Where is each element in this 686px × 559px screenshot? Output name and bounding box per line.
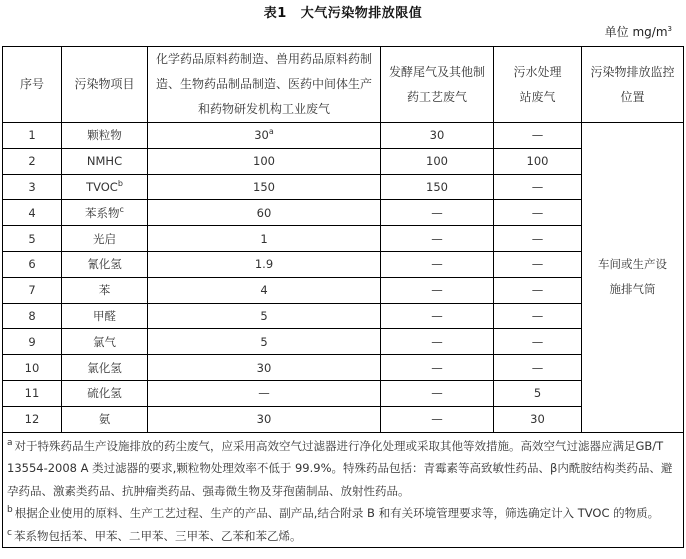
cell-fermentation: 100 xyxy=(381,148,494,174)
cell-no: 8 xyxy=(3,303,62,329)
table-title xyxy=(0,2,686,21)
cell-no: 7 xyxy=(3,277,62,303)
cell-chem-pharma: 1.9 xyxy=(148,251,381,277)
cell-sewage: 30 xyxy=(494,406,582,432)
cell-chem-pharma: 30$^a$ xyxy=(148,123,381,149)
cell-no: 4 xyxy=(3,200,62,226)
cell-monitor-location: 车间或生产设施排气筒 xyxy=(582,123,684,433)
note-a: $^a$ 对于特殊药品生产设施排放的药尘废气，应采用高效空气过滤器进行净化处理或采取其他等效措施。高效空气过滤器应满足GB/T 13554-2008 A 类过滤器的要求,颗粒物处理效率不低于 99.9%。特殊药品包括：青霉素等高致敏性药品、β内酰胺结构类药品、避孕药品、激素类药品、抗肿瘤类药品、强毒微生物及芽孢菌制品、放射性药品。 xyxy=(7,437,673,498)
cell-pollutant: 氯气 xyxy=(62,329,148,355)
table-number: 表1 xyxy=(263,6,287,21)
table-row xyxy=(3,226,684,252)
cell-chem-pharma: 30 xyxy=(148,406,381,432)
header-monitor-location: 污染物排放监控位置 xyxy=(582,47,684,123)
cell-no: 2 xyxy=(3,148,62,174)
header-fermentation: 发酵尾气及其他制药工艺废气 xyxy=(381,47,494,123)
cell-fermentation: — xyxy=(381,355,494,381)
table-row xyxy=(3,277,684,303)
cell-fermentation: — xyxy=(381,277,494,303)
cell-fermentation: — xyxy=(381,380,494,406)
cell-sewage: — xyxy=(494,200,582,226)
cell-sewage: 5 xyxy=(494,380,582,406)
cell-pollutant: 光启 xyxy=(62,226,148,252)
header-pollutant: 污染物项目 xyxy=(62,47,148,123)
cell-sewage: — xyxy=(494,251,582,277)
cell-sewage: 100 xyxy=(494,148,582,174)
cell-no: 11 xyxy=(3,380,62,406)
table-row xyxy=(3,355,684,381)
cell-pollutant: 颗粒物 xyxy=(62,123,148,149)
note-c: $^c$ 苯系物包括苯、甲苯、二甲苯、三甲苯、乙苯和苯乙烯。 xyxy=(7,527,302,543)
cell-fermentation: 30 xyxy=(381,123,494,149)
table-row xyxy=(3,380,684,406)
cell-fermentation: — xyxy=(381,251,494,277)
emission-limits-table xyxy=(2,46,684,548)
cell-chem-pharma: — xyxy=(148,380,381,406)
notes-cell xyxy=(3,432,684,548)
notes-row xyxy=(3,432,684,548)
table-row xyxy=(3,329,684,355)
header-row xyxy=(3,47,684,123)
cell-pollutant: TVOC$^b$ xyxy=(62,174,148,200)
table-row xyxy=(3,200,684,226)
cell-pollutant: NMHC xyxy=(62,148,148,174)
table-title-text: 大气污染物排放限值 xyxy=(300,6,423,21)
cell-fermentation: — xyxy=(381,200,494,226)
header-chem-pharma: 化学药品原料药制造、兽用药品原料药制造、生物药品制品制造、医药中间体生产和药物研发机构工业废气 xyxy=(148,47,381,123)
cell-chem-pharma: 100 xyxy=(148,148,381,174)
cell-chem-pharma: 60 xyxy=(148,200,381,226)
cell-chem-pharma: 1 xyxy=(148,226,381,252)
cell-sewage: — xyxy=(494,303,582,329)
cell-sewage: — xyxy=(494,277,582,303)
cell-pollutant: 氨 xyxy=(62,406,148,432)
header-no: 序号 xyxy=(3,47,62,123)
cell-sewage: — xyxy=(494,226,582,252)
table-row xyxy=(3,406,684,432)
cell-pollutant: 氰化氢 xyxy=(62,251,148,277)
cell-fermentation: — xyxy=(381,303,494,329)
cell-sewage: — xyxy=(494,329,582,355)
cell-sewage: — xyxy=(494,174,582,200)
cell-no: 1 xyxy=(3,123,62,149)
cell-fermentation: 150 xyxy=(381,174,494,200)
cell-pollutant: 苯 xyxy=(62,277,148,303)
cell-fermentation: — xyxy=(381,226,494,252)
table-row xyxy=(3,251,684,277)
table-row xyxy=(3,123,684,149)
footnote-marker: c xyxy=(119,204,124,214)
cell-chem-pharma: 5 xyxy=(148,303,381,329)
cell-no: 6 xyxy=(3,251,62,277)
unit-label: 单位 $mg/m^3$ xyxy=(604,25,672,39)
cell-no: 5 xyxy=(3,226,62,252)
cell-pollutant: 氯化氢 xyxy=(62,355,148,381)
cell-no: 9 xyxy=(3,329,62,355)
cell-chem-pharma: 150 xyxy=(148,174,381,200)
footnote-marker: a xyxy=(268,127,274,137)
cell-pollutant: 硫化氢 xyxy=(62,380,148,406)
cell-fermentation: — xyxy=(381,329,494,355)
table-row xyxy=(3,303,684,329)
cell-pollutant: 苯系物$^c$ xyxy=(62,200,148,226)
cell-chem-pharma: 5 xyxy=(148,329,381,355)
cell-no: 3 xyxy=(3,174,62,200)
footnote-marker: b xyxy=(117,179,123,189)
table-row xyxy=(3,148,684,174)
table-row xyxy=(3,174,684,200)
cell-no: 10 xyxy=(3,355,62,381)
cell-sewage: — xyxy=(494,355,582,381)
cell-chem-pharma: 4 xyxy=(148,277,381,303)
cell-chem-pharma: 30 xyxy=(148,355,381,381)
cell-fermentation: — xyxy=(381,406,494,432)
note-b: $^b$ 根据企业使用的原料、生产工艺过程、生产的产品、副产品,结合附录 B 和有关环境管理要求等，筛选确定计入 TVOC 的物质。 xyxy=(7,505,660,521)
cell-no: 12 xyxy=(3,406,62,432)
cell-pollutant: 甲醛 xyxy=(62,303,148,329)
cell-sewage: — xyxy=(494,123,582,149)
header-sewage: 污水处理站废气 xyxy=(494,47,582,123)
